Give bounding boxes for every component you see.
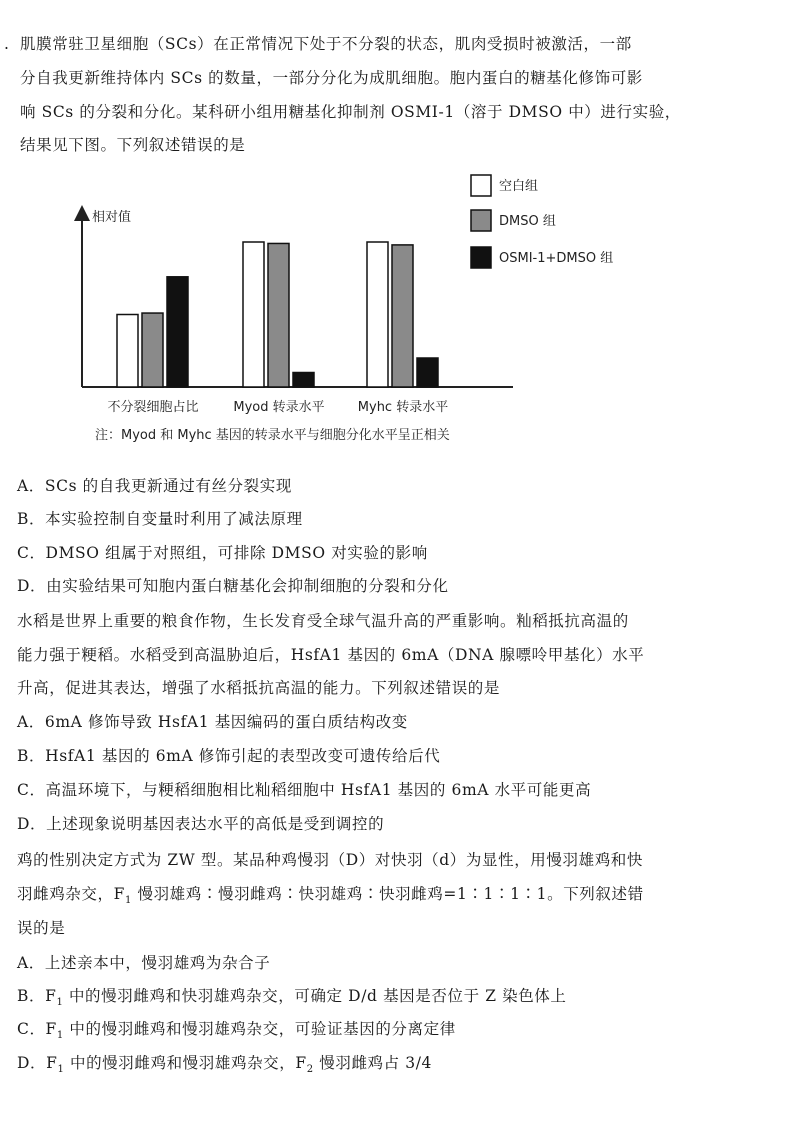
q1-stem-line-3: 响 SCs 的分裂和分化。某科研小组用糖基化抑制剂 OSMI-1（溶于 DMSO 中）进行实验，: [20, 103, 681, 121]
bar-2-1: [243, 242, 264, 387]
bar-1-2: [142, 313, 163, 387]
question-number: .: [4, 35, 10, 53]
legend-swatch: [471, 210, 491, 231]
q2-option-b: B．HsfA1 基因的 6mA 修饰引起的表型改变可遗传给后代: [17, 747, 441, 765]
q1-option-a: A．SCs 的自我更新通过有丝分裂实现: [17, 477, 292, 495]
bar-3-3: [417, 358, 438, 387]
q1-option-d: D．由实验结果可知胞内蛋白糖基化会抑制细胞的分裂和分化: [17, 577, 449, 595]
q2-stem-line-3: 升高，促进其表达，增强了水稻抵抗高温的能力。下列叙述错误的是: [17, 679, 501, 697]
bar-1-1: [117, 315, 138, 388]
q1-stem-line-1: 肌膜常驻卫星细胞（SCs）在正常情况下处于不分裂的状态，肌肉受损时被激活，一部: [20, 35, 632, 53]
legend-label: DMSO 组: [499, 214, 556, 229]
bar-2-2: [268, 243, 289, 387]
q2-option-d: D．上述现象说明基因表达水平的高低是受到调控的: [17, 815, 385, 833]
legend-label: 空白组: [499, 179, 539, 194]
q2-stem-line-1: 水稻是世界上重要的粮食作物，生长发育受全球气温升高的严重影响。籼稻抵抗高温的: [17, 612, 629, 630]
legend-label: OSMI-1+DMSO 组: [499, 251, 614, 266]
q3-stem-line-1: 鸡的性别决定方式为 ZW 型。某品种鸡慢羽（D）对快羽（d）为显性，用慢羽雄鸡和快: [17, 851, 644, 869]
y-axis-label: 相对值: [92, 210, 132, 225]
q1-option-b: B．本实验控制自变量时利用了减法原理: [17, 510, 303, 528]
q3-stem-line-2: 羽雌鸡杂交，$F_1$ 慢羽雄鸡∶慢羽雌鸡∶快羽雄鸡∶快羽雌鸡=1∶1∶1∶1。下列叙述错: [17, 885, 644, 907]
category-label: 不分裂细胞占比: [107, 400, 199, 415]
chart-note: 注：Myod 和 Myhc 基因的转录水平与细胞分化水平呈正相关: [95, 428, 450, 443]
bar-3-1: [367, 242, 388, 387]
legend-swatch: [471, 247, 491, 268]
bar-3-2: [392, 245, 413, 387]
category-label: Myhc 转录水平: [357, 400, 449, 415]
q1-stem-line-2: 分自我更新维持体内 SCs 的数量，一部分分化为成肌细胞。胞内蛋白的糖基化修饰可影: [20, 69, 643, 87]
bar-2-3: [293, 373, 314, 388]
q1-option-c: C．DMSO 组属于对照组，可排除 DMSO 对实验的影响: [17, 544, 428, 562]
bar-1-3: [167, 277, 188, 387]
q3-option-b: B．$F_1$ 中的慢羽雌鸡和快羽雄鸡杂交，可确定 D/d 基因是否位于 Z 染色体上: [17, 987, 567, 1009]
q2-stem-line-2: 能力强于粳稻。水稻受到高温胁迫后，HsfA1 基因的 6mA（DNA 腺嘌呤甲基化）水平: [17, 646, 645, 664]
category-label: Myod 转录水平: [233, 400, 325, 415]
q3-option-a: A．上述亲本中，慢羽雄鸡为杂合子: [17, 954, 271, 972]
q3-stem-line-3: 误的是: [17, 919, 66, 937]
legend-swatch: [471, 175, 491, 196]
bar-chart: [0, 165, 794, 455]
q2-option-a: A．6mA 修饰导致 HsfA1 基因编码的蛋白质结构改变: [17, 713, 408, 731]
q1-stem-line-4: 结果见下图。下列叙述错误的是: [20, 136, 246, 154]
q2-option-c: C．高温环境下，与粳稻细胞相比籼稻细胞中 HsfA1 基因的 6mA 水平可能更高: [17, 781, 592, 799]
q3-option-d: D．$F_1$ 中的慢羽雌鸡和慢羽雄鸡杂交，$F_2$ 慢羽雌鸡占 3/4: [17, 1054, 433, 1076]
q3-option-c: C．$F_1$ 中的慢羽雌鸡和慢羽雄鸡杂交，可验证基因的分离定律: [17, 1020, 456, 1042]
